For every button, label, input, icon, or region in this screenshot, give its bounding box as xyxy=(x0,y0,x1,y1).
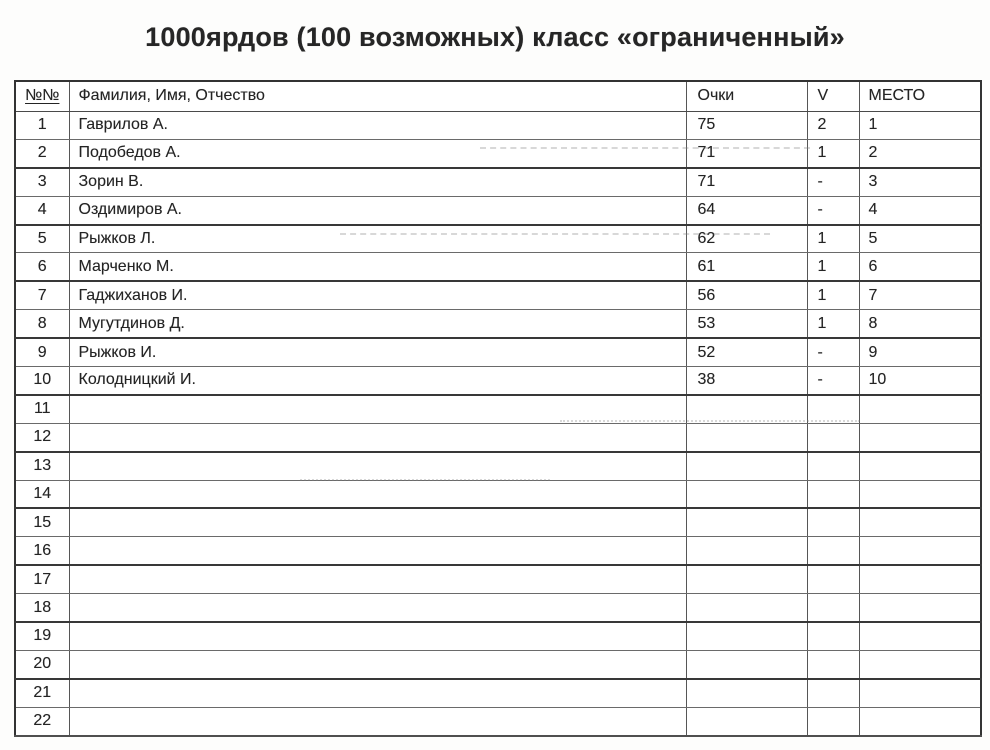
shooter-name-cell xyxy=(69,565,686,593)
score-cell xyxy=(686,650,807,678)
place-cell: 2 xyxy=(859,139,981,167)
row-number-cell: 22 xyxy=(15,707,69,735)
v-count-cell: - xyxy=(807,338,859,366)
row-number-cell: 5 xyxy=(15,225,69,253)
header-number: №№ xyxy=(15,81,69,111)
v-count-cell xyxy=(807,537,859,565)
score-cell: 52 xyxy=(686,338,807,366)
place-cell xyxy=(859,679,981,707)
v-count-cell xyxy=(807,594,859,622)
header-row xyxy=(15,81,981,111)
score-cell xyxy=(686,537,807,565)
place-cell xyxy=(859,423,981,451)
row-number-cell: 18 xyxy=(15,594,69,622)
shooter-name-cell xyxy=(69,679,686,707)
table-row xyxy=(15,168,981,196)
header-score: Очки xyxy=(686,81,807,111)
row-number-cell: 15 xyxy=(15,508,69,536)
place-cell: 5 xyxy=(859,225,981,253)
score-cell xyxy=(686,423,807,451)
header-full-name: Фамилия, Имя, Отчество xyxy=(69,81,686,111)
table-row xyxy=(15,508,981,536)
place-cell xyxy=(859,565,981,593)
row-number-cell: 19 xyxy=(15,622,69,650)
score-cell: 75 xyxy=(686,111,807,139)
table-row xyxy=(15,565,981,593)
v-count-cell: - xyxy=(807,168,859,196)
row-number-cell: 8 xyxy=(15,310,69,338)
score-cell: 71 xyxy=(686,139,807,167)
table-row xyxy=(15,622,981,650)
table-row xyxy=(15,139,981,167)
score-cell xyxy=(686,480,807,508)
shooter-name-cell xyxy=(69,423,686,451)
v-count-cell: 1 xyxy=(807,225,859,253)
place-cell xyxy=(859,594,981,622)
place-cell xyxy=(859,508,981,536)
row-number-cell: 13 xyxy=(15,452,69,480)
v-count-cell: 2 xyxy=(807,111,859,139)
shooter-name-cell: Рыжков Л. xyxy=(69,225,686,253)
table-row xyxy=(15,253,981,281)
place-cell xyxy=(859,452,981,480)
score-cell: 64 xyxy=(686,196,807,224)
v-count-cell: 1 xyxy=(807,139,859,167)
row-number-cell: 10 xyxy=(15,367,69,395)
shooter-name-cell: Мугутдинов Д. xyxy=(69,310,686,338)
place-cell: 7 xyxy=(859,281,981,309)
shooter-name-cell xyxy=(69,508,686,536)
row-number-cell: 14 xyxy=(15,480,69,508)
shooter-name-cell: Оздимиров А. xyxy=(69,196,686,224)
place-cell: 10 xyxy=(859,367,981,395)
row-number-cell: 6 xyxy=(15,253,69,281)
shooter-name-cell xyxy=(69,707,686,735)
v-count-cell xyxy=(807,622,859,650)
place-cell: 9 xyxy=(859,338,981,366)
table-row xyxy=(15,537,981,565)
table-row xyxy=(15,111,981,139)
row-number-cell: 1 xyxy=(15,111,69,139)
table-row xyxy=(15,707,981,735)
place-cell: 1 xyxy=(859,111,981,139)
score-cell xyxy=(686,508,807,536)
shooter-name-cell: Подобедов А. xyxy=(69,139,686,167)
table-row xyxy=(15,594,981,622)
v-count-cell xyxy=(807,395,859,423)
score-cell: 71 xyxy=(686,168,807,196)
shooter-name-cell: Марченко М. xyxy=(69,253,686,281)
v-count-cell xyxy=(807,423,859,451)
table-row xyxy=(15,225,981,253)
score-cell xyxy=(686,707,807,735)
v-count-cell: - xyxy=(807,196,859,224)
v-count-cell: 1 xyxy=(807,281,859,309)
place-cell xyxy=(859,622,981,650)
row-number-cell: 11 xyxy=(15,395,69,423)
row-number-cell: 21 xyxy=(15,679,69,707)
table-row xyxy=(15,650,981,678)
table-row xyxy=(15,310,981,338)
v-count-cell xyxy=(807,508,859,536)
score-cell: 38 xyxy=(686,367,807,395)
results-table xyxy=(14,80,982,737)
score-cell xyxy=(686,395,807,423)
table-row xyxy=(15,395,981,423)
row-number-cell: 7 xyxy=(15,281,69,309)
row-number-cell: 12 xyxy=(15,423,69,451)
v-count-cell xyxy=(807,565,859,593)
score-cell xyxy=(686,622,807,650)
place-cell xyxy=(859,480,981,508)
row-number-cell: 16 xyxy=(15,537,69,565)
shooter-name-cell xyxy=(69,650,686,678)
place-cell: 4 xyxy=(859,196,981,224)
place-cell xyxy=(859,395,981,423)
row-number-cell: 4 xyxy=(15,196,69,224)
shooter-name-cell xyxy=(69,395,686,423)
score-cell xyxy=(686,679,807,707)
shooter-name-cell xyxy=(69,480,686,508)
shooter-name-cell xyxy=(69,622,686,650)
shooter-name-cell: Гаврилов А. xyxy=(69,111,686,139)
shooter-name-cell: Рыжков И. xyxy=(69,338,686,366)
score-cell xyxy=(686,565,807,593)
shooter-name-cell: Гаджиханов И. xyxy=(69,281,686,309)
score-cell xyxy=(686,594,807,622)
row-number-cell: 3 xyxy=(15,168,69,196)
score-cell: 61 xyxy=(686,253,807,281)
table-row xyxy=(15,679,981,707)
shooter-name-cell xyxy=(69,537,686,565)
shooter-name-cell xyxy=(69,594,686,622)
v-count-cell xyxy=(807,679,859,707)
header-place: МЕСТО xyxy=(859,81,981,111)
table-header xyxy=(15,81,981,111)
v-count-cell: 1 xyxy=(807,310,859,338)
place-cell xyxy=(859,650,981,678)
shooter-name-cell: Колодницкий И. xyxy=(69,367,686,395)
results-table-body xyxy=(15,111,981,736)
page-title: 1000ярдов (100 возможных) класс «ограниченный» xyxy=(145,22,845,52)
row-number-cell: 9 xyxy=(15,338,69,366)
score-cell xyxy=(686,452,807,480)
score-cell: 62 xyxy=(686,225,807,253)
header-v-count: V xyxy=(807,81,859,111)
v-count-cell xyxy=(807,480,859,508)
table-row xyxy=(15,452,981,480)
shooter-name-cell xyxy=(69,452,686,480)
v-count-cell: 1 xyxy=(807,253,859,281)
v-count-cell: - xyxy=(807,367,859,395)
table-row xyxy=(15,281,981,309)
v-count-cell xyxy=(807,452,859,480)
place-cell xyxy=(859,707,981,735)
score-cell: 53 xyxy=(686,310,807,338)
place-cell: 8 xyxy=(859,310,981,338)
place-cell xyxy=(859,537,981,565)
v-count-cell xyxy=(807,650,859,678)
row-number-cell: 2 xyxy=(15,139,69,167)
row-number-cell: 17 xyxy=(15,565,69,593)
row-number-cell: 20 xyxy=(15,650,69,678)
table-row xyxy=(15,423,981,451)
table-row xyxy=(15,367,981,395)
table-row xyxy=(15,338,981,366)
v-count-cell xyxy=(807,707,859,735)
place-cell: 6 xyxy=(859,253,981,281)
place-cell: 3 xyxy=(859,168,981,196)
table-row xyxy=(15,480,981,508)
shooter-name-cell: Зорин В. xyxy=(69,168,686,196)
score-cell: 56 xyxy=(686,281,807,309)
table-row xyxy=(15,196,981,224)
